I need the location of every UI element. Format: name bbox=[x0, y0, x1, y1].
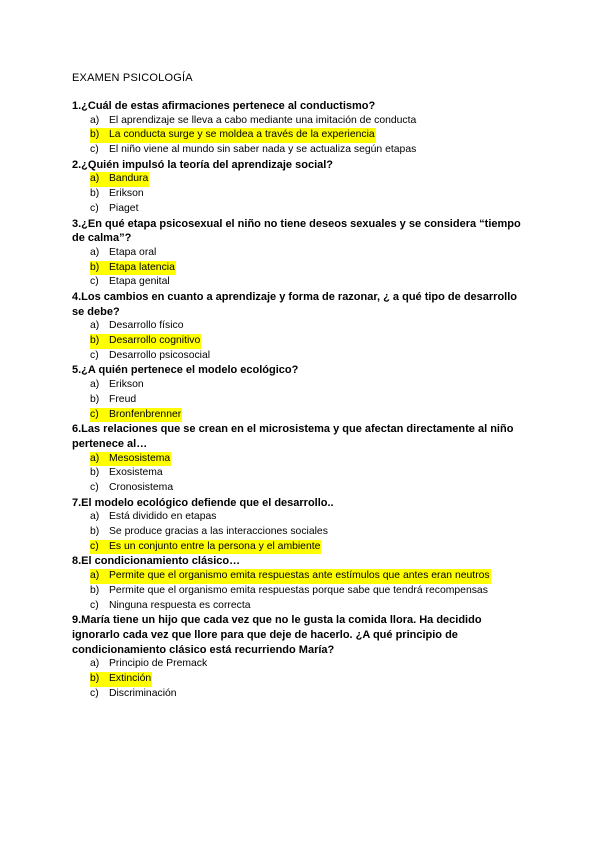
option-letter: b) bbox=[90, 188, 100, 200]
option-item bbox=[72, 114, 532, 129]
option-list bbox=[72, 114, 532, 158]
option-letter: c) bbox=[90, 482, 99, 494]
question-text: 4.Los cambios en cuanto a aprendizaje y forma de razonar, ¿ a qué tipo de desarrollo se debe? bbox=[72, 291, 518, 318]
option-text: Desarrollo físico bbox=[109, 320, 184, 332]
option-item bbox=[72, 319, 532, 334]
option-item-highlighted bbox=[72, 672, 532, 687]
option-letter: b) bbox=[90, 467, 100, 479]
question-text: 6.Las relaciones que se crean en el microsistema y que afectan directamente al niño pertenece al… bbox=[72, 423, 514, 450]
option-text: Cronosistema bbox=[109, 482, 174, 494]
question-text: 2.¿Quién impulsó la teoría del aprendizaje social? bbox=[72, 158, 334, 171]
option-text: Desarrollo psicosocial bbox=[109, 349, 211, 361]
question-text: 8.El condicionamiento clásico… bbox=[72, 555, 241, 568]
option-text: Extinción bbox=[108, 672, 152, 687]
option-text: Está dividido en etapas bbox=[109, 511, 217, 523]
question-list bbox=[72, 99, 532, 701]
option-item-highlighted bbox=[72, 334, 532, 349]
option-text: La conducta surge y se moldea a través de la experiencia bbox=[108, 128, 376, 143]
option-letter: c) bbox=[90, 408, 108, 423]
option-text: Freud bbox=[109, 393, 137, 405]
option-letter: c) bbox=[90, 202, 99, 214]
option-letter: b) bbox=[90, 672, 108, 687]
option-letter: a) bbox=[90, 452, 108, 467]
option-item bbox=[72, 525, 532, 540]
option-text: Es un conjunto entre la persona y el ambiente bbox=[108, 540, 321, 555]
option-item bbox=[72, 246, 532, 261]
option-item bbox=[72, 481, 532, 496]
option-item-highlighted bbox=[72, 569, 532, 584]
option-letter: a) bbox=[90, 320, 100, 332]
question-text: 5.¿A quién pertenece el modelo ecológico? bbox=[72, 364, 299, 377]
option-letter: b) bbox=[90, 526, 100, 538]
option-text: Discriminación bbox=[109, 687, 177, 699]
question-block bbox=[72, 613, 532, 701]
option-text: Se produce gracias a las interacciones sociales bbox=[109, 526, 328, 538]
option-item bbox=[72, 187, 532, 202]
option-item-highlighted bbox=[72, 261, 532, 276]
option-text: Bronfenbrenner bbox=[108, 408, 182, 423]
option-letter: a) bbox=[90, 658, 100, 670]
option-letter: b) bbox=[90, 128, 108, 143]
page-title: EXAMEN PSICOLOGÍA bbox=[72, 72, 193, 84]
option-item-highlighted bbox=[72, 540, 532, 555]
option-letter: b) bbox=[90, 584, 100, 596]
option-letter: c) bbox=[90, 276, 99, 288]
option-text: Piaget bbox=[109, 202, 139, 214]
question-text: 9.María tiene un hijo que cada vez que no le gusta la comida llora. Ha decidido ignorarlo cada vez que llore para que deje de hacerlo. ¿A qué principio de condicionamiento clásico está recurriendo María? bbox=[72, 614, 482, 656]
question-block bbox=[72, 554, 532, 613]
question-block bbox=[72, 99, 532, 158]
question-block bbox=[72, 496, 532, 555]
option-list bbox=[72, 172, 532, 216]
option-list bbox=[72, 452, 532, 496]
option-item-highlighted bbox=[72, 128, 532, 143]
option-letter: c) bbox=[90, 599, 99, 611]
option-letter: a) bbox=[90, 114, 100, 126]
option-letter: b) bbox=[90, 334, 108, 349]
option-list bbox=[72, 246, 532, 290]
option-letter: c) bbox=[90, 144, 99, 156]
option-letter: b) bbox=[90, 261, 108, 276]
option-item-highlighted bbox=[72, 452, 532, 467]
option-item bbox=[72, 202, 532, 217]
option-text: Erikson bbox=[109, 188, 144, 200]
option-text: Principio de Premack bbox=[109, 658, 208, 670]
question-text: 7.El modelo ecológico defiende que el desarrollo.. bbox=[72, 496, 334, 509]
option-letter: b) bbox=[90, 393, 100, 405]
option-text: Exosistema bbox=[109, 467, 163, 479]
option-text: Erikson bbox=[109, 379, 144, 391]
question-block bbox=[72, 290, 532, 363]
option-item bbox=[72, 349, 532, 364]
option-text: El aprendizaje se lleva a cabo mediante una imitación de conducta bbox=[109, 114, 417, 126]
option-text: Permite que el organismo emita respuestas porque sabe que tendrá recompensas bbox=[109, 584, 488, 596]
option-list bbox=[72, 657, 532, 701]
question-block bbox=[72, 217, 532, 290]
option-letter: c) bbox=[90, 349, 99, 361]
option-letter: a) bbox=[90, 569, 108, 584]
option-item bbox=[72, 599, 532, 614]
option-item bbox=[72, 510, 532, 525]
option-item bbox=[72, 657, 532, 672]
option-letter: a) bbox=[90, 511, 100, 523]
option-text: Etapa oral bbox=[109, 246, 157, 258]
option-text: Ninguna respuesta es correcta bbox=[109, 599, 251, 611]
option-list bbox=[72, 569, 532, 613]
option-text: Permite que el organismo emita respuestas ante estímulos que antes eran neutros bbox=[108, 569, 491, 584]
option-item bbox=[72, 584, 532, 599]
option-text: Etapa latencia bbox=[108, 261, 176, 276]
option-text: Mesosistema bbox=[108, 452, 171, 467]
option-letter: c) bbox=[90, 540, 108, 555]
option-item bbox=[72, 687, 532, 702]
option-list bbox=[72, 378, 532, 422]
option-item bbox=[72, 378, 532, 393]
option-item bbox=[72, 393, 532, 408]
question-block bbox=[72, 422, 532, 495]
option-letter: a) bbox=[90, 379, 100, 391]
option-list bbox=[72, 510, 532, 554]
option-item bbox=[72, 466, 532, 481]
option-list bbox=[72, 319, 532, 363]
option-item-highlighted bbox=[72, 408, 532, 423]
option-text: Bandura bbox=[108, 172, 149, 187]
option-item bbox=[72, 143, 532, 158]
option-item bbox=[72, 275, 532, 290]
option-letter: a) bbox=[90, 172, 108, 187]
question-text: 1.¿Cuál de estas afirmaciones pertenece al conductismo? bbox=[72, 100, 376, 112]
option-text: Desarrollo cognitivo bbox=[108, 334, 201, 349]
question-text: 3.¿En qué etapa psicosexual el niño no tiene deseos sexuales y se considera “tiempo de calma”? bbox=[72, 217, 521, 245]
option-letter: c) bbox=[90, 687, 99, 699]
question-block bbox=[72, 363, 532, 422]
option-item-highlighted bbox=[72, 172, 532, 187]
option-text: El niño viene al mundo sin saber nada y se actualiza según etapas bbox=[109, 144, 417, 156]
option-letter: a) bbox=[90, 246, 100, 258]
option-text: Etapa genital bbox=[109, 276, 170, 288]
question-block bbox=[72, 158, 532, 217]
